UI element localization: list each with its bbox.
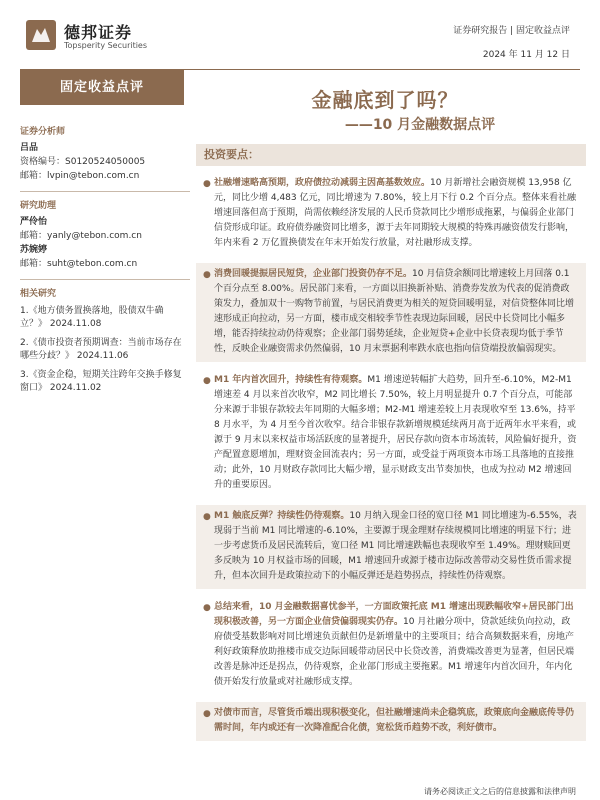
- report-category-band: 固定收益点评: [20, 70, 184, 105]
- report-header: [0, 0, 600, 70]
- bullet-icon: ●: [203, 179, 211, 189]
- bullet-icon: ●: [203, 512, 211, 522]
- analyst-name: 吕品: [20, 143, 39, 153]
- researcher-name: 苏婉婷: [20, 245, 48, 255]
- main-content: [196, 144, 586, 741]
- disclaimer-footer: 请务必阅读正文之后的信息披露和法律声明: [424, 787, 576, 796]
- related-heading: 相关研究: [20, 289, 57, 299]
- paragraph-body: M1 增速逆转幅扩大趋势，回升至-6.10%，M2-M1 增速差 4 月以来首次收窄，M2 同比增长 7.50%，较上月明显提升 0.7 个百分点，可能部分来源于非银存款较去年同期的大幅多增；M2-M1 增速差较上月表现收窄至 13.6%，持平 8 月水平，为 4 月至今首次收窄。结合非银存款新增规模延续两月高于近两年水平来看，或源于 9 月末以来权益市场活跃度的显著提升，居民存款向资本市场流转，风险偏好提升，资产配置意愿增加，理财资金回流表内；另一方面，或受益于两项资本市场工具落地的直接推动；此外，10 月财政存款同比大幅少增，显示财政支出节奏加快，也成为拉动 M2 增速回升的重要原因。: [214, 375, 577, 490]
- key-point-paragraph: [196, 172, 586, 256]
- paragraph-lead: 总结来看，10 月金融数据喜忧参半，一方面政策托底 M1 增速出现跌幅收窄+居民部门出现积极改善，另一方面企业信贷偏弱现实仍存。: [214, 602, 574, 627]
- paragraph-lead: 对债市而言，尽管货币端出现积极变化，但社融增速尚未企稳筑底，政策底向金融底传导仍需时间，年内或还有一次降准配合化债，宽松货币趋势不改，利好债市。: [214, 708, 575, 733]
- paragraph-body: 10 月社融分项中，贷款延续负向拉动，政府债受基数影响对同比增速负贡献但仍是新增量中的主要项目；结合高频数据来看，房地产利好政策释放助推楼市成交边际回暖带动居民中长贷改善，消费端改善更为显著，但居民端改善是脉冲还是拐点，仍待观察，企业部门形成主要拖累。M1 增速年内首次回升，年内化债开始发行放量或对社融形成支撑。: [214, 617, 575, 687]
- report-date: 2024 年 11 月 12 日: [482, 50, 570, 60]
- related-report-link[interactable]: 1.《地方债务置换落地，股债双牛确立？》 2024.11.08: [20, 306, 164, 329]
- paragraph-body: 10 月新增社会融资规模 13,958 亿元，同比少增 4,483 亿元，同比增速为 7.80%，较上月下行 0.2 个百分点。整体来看社融增速回落但高于预期，尚需依赖经济发展的人民币贷款同比少增形成拖累，与偏弱企业部门信贷形成印证。政府债券融资同比增多，源于去年同期较大规模的特殊再融资债发行影响，年内来看 2 万亿置换债发在年末开始发行放量，对社融形成支撑。: [214, 178, 576, 248]
- key-point-paragraph: [196, 596, 586, 695]
- researcher-email[interactable]: 邮箱：suht@tebon.com.cn: [20, 259, 138, 269]
- researcher-heading: 研究助理: [20, 201, 57, 211]
- paragraph-lead: M1 年内首次回升，持续性有待观察。: [214, 375, 368, 385]
- divider: [20, 279, 190, 280]
- key-point-paragraph: [196, 702, 586, 741]
- company-logo: [26, 20, 194, 56]
- related-report-link[interactable]: 2.《债市投资者预期调查：当前市场存在哪些分歧？》 2024.11.06: [20, 338, 182, 361]
- logo-english-name: Topsperity Securities: [64, 41, 148, 50]
- key-point-paragraph: [196, 263, 586, 362]
- paragraph-lead: M1 触底反弹？持续性仍待观察。: [214, 511, 350, 521]
- paragraph-body: 10 月信贷余额同比增速较上月回落 0.1 个百分点至 8.00%。居民部门来看，一方面以旧换新补贴、消费券发放为代表的促消费政策发力，叠加双十一购物节前置，与居民消费更为相关的短贷回暖明显，对信贷整体同比增速形成正向拉动，另一方面，楼市成交相较季节性表现边际回暖，居民中长贷同比小幅多增，能否持续拉动仍待观察；企业部门弱势延续，企业短贷+企业中长贷表现均低于季节性，反映企业融资需求仍然偏弱，10 月末票据利率跌水底也指向信贷端投放偏弱现实。: [214, 269, 575, 354]
- report-type: 证券研究报告 | 固定收益点评: [453, 26, 570, 36]
- report-subtitle: ——10 月金融数据点评: [344, 117, 496, 133]
- paragraph-body: 10 月纳入现金口径的宽口径 M1 同比增速为-6.55%，表现弱于当前 M1 同比增速的-6.10%，主要源于现金理财存续规模同比增速的明显下行；进一步考虑货币及居民流转后，宽口径 M1 同比增速跌幅也表现收窄至 1.49%。理财赎回更多反映为 10 月权益市场的回暖，M1 增速回升或源于楼市边际改善带动交易性货币需求提升，但本次回升是政策拉动下的小幅反弹还是趋势拐点，持续性仍待观察。: [214, 511, 577, 581]
- analyst-heading: 证券分析师: [20, 127, 66, 137]
- key-point-paragraph: [196, 369, 586, 498]
- paragraph-lead: 社融增速略高预期，政府债拉动减弱主因高基数效应。: [214, 178, 431, 188]
- key-points-heading: 投资要点：: [196, 144, 586, 166]
- bullet-icon: ●: [203, 603, 211, 613]
- analyst-email[interactable]: 邮箱：lvpin@tebon.com.cn: [20, 171, 140, 181]
- bullet-icon: ●: [203, 709, 211, 719]
- key-point-paragraph: [196, 505, 586, 589]
- bullet-icon: ●: [203, 270, 211, 280]
- researcher-email[interactable]: 邮箱：yanly@tebon.com.cn: [20, 231, 142, 241]
- paragraph-lead: 消费回暖提振居民短贷，企业部门投资仍存不足。: [214, 269, 413, 279]
- bullet-icon: ●: [203, 376, 211, 386]
- logo-chinese-name: 德邦证券: [64, 23, 133, 42]
- report-title: 金融底到了吗？: [311, 88, 459, 112]
- logo-mark-icon: [26, 20, 56, 50]
- related-report-link[interactable]: 3.《资金企稳，短期关注跨年交换手修复窗口》 2024.11.02: [20, 370, 182, 393]
- analyst-cert: 资格编号：S0120524050005: [20, 157, 146, 167]
- researcher-name: 严伶怡: [20, 217, 48, 227]
- sidebar: [20, 118, 190, 401]
- divider: [20, 191, 190, 192]
